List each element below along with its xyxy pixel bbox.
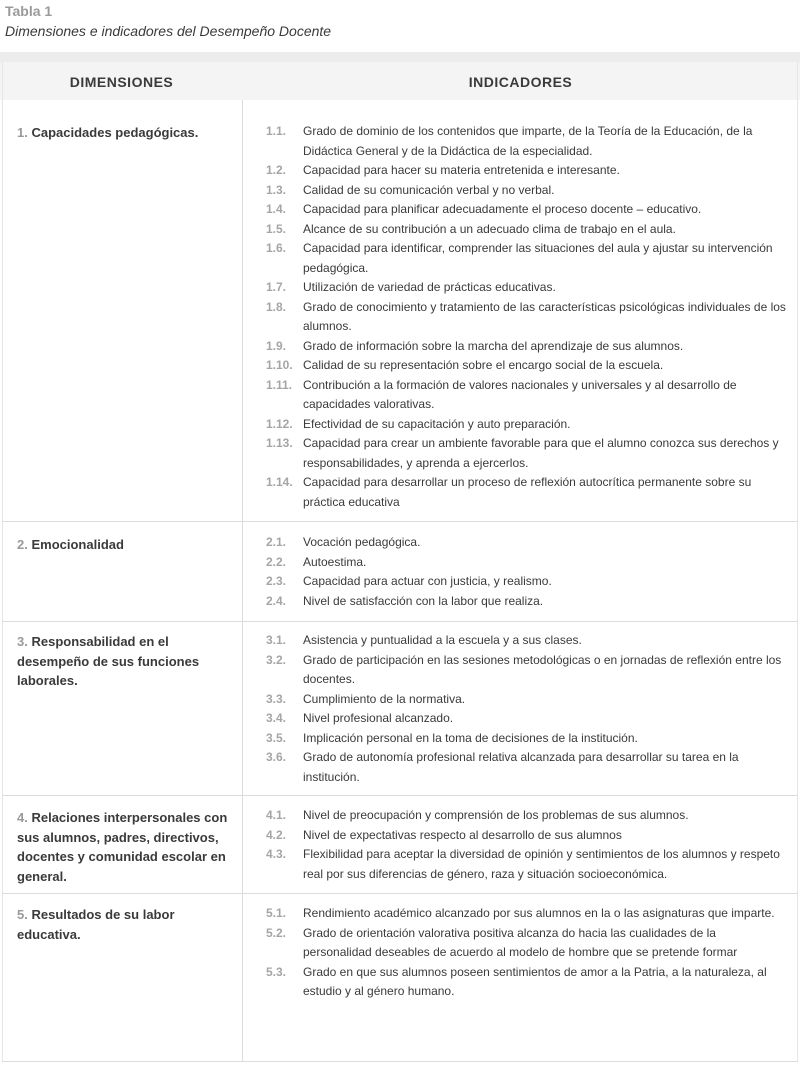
indicator-number: 3.2.: [266, 652, 287, 667]
indicator-text: Cumplimiento de la normativa.: [303, 691, 466, 706]
indicator-number: 1.8.: [266, 299, 287, 314]
dimension-number: 5.: [17, 907, 28, 922]
indicator-item: [266, 904, 786, 924]
indicator-item: [266, 748, 786, 787]
indicator-item: [266, 826, 786, 846]
indicator-text: Nivel de expectativas respecto al desarrollo de sus alumnos: [303, 827, 622, 842]
indicator-item: [266, 924, 786, 963]
indicator-text: Asistencia y puntualidad a la escuela y a sus clases.: [303, 633, 582, 647]
indicator-number: 3.3.: [266, 691, 287, 706]
table-caption-number: Tabla 1: [5, 3, 53, 19]
indicator-number: 2.3.: [266, 574, 287, 588]
indicator-number: 1.10.: [266, 358, 293, 372]
indicator-text: Efectividad de su capacitación y auto preparación.: [303, 416, 571, 431]
indicator-item: [266, 729, 786, 749]
indicator-item: [266, 220, 786, 240]
indicator-item: [266, 337, 786, 357]
indicator-list: [266, 631, 786, 787]
indicator-item: [266, 651, 786, 690]
indicator-text: Grado de participación en las sesiones metodológicas o en jornadas de reflexión entre los docentes.: [303, 652, 782, 686]
indicator-item: [266, 533, 786, 553]
indicator-item: [266, 298, 786, 337]
dimension-number: 3.: [17, 634, 28, 649]
row-divider: [2, 893, 798, 894]
indicator-text: Capacidad para hacer su materia entretenida e interesante.: [303, 163, 620, 177]
indicator-number: 3.1.: [266, 633, 287, 647]
indicator-number: 1.11.: [266, 377, 293, 392]
dimension-cell: [17, 808, 232, 886]
indicator-number: 1.1.: [266, 124, 287, 138]
dimension-cell: [17, 535, 232, 555]
indicator-number: 3.4.: [266, 711, 287, 725]
row-divider: [2, 795, 798, 796]
indicator-number: 3.5.: [266, 730, 287, 745]
indicator-text: Implicación personal en la toma de decisiones de la institución.: [303, 730, 638, 745]
row-divider: [2, 621, 798, 622]
indicator-number: 1.3.: [266, 182, 287, 197]
indicator-item: [266, 376, 786, 415]
indicator-number: 2.4.: [266, 593, 287, 608]
indicator-text: Nivel de satisfacción con la labor que realiza.: [303, 593, 544, 608]
indicator-item: [266, 690, 786, 710]
table-top-bar: [0, 52, 800, 62]
indicator-number: 5.3.: [266, 964, 287, 979]
dimension-label: Capacidades pedagógicas.: [31, 125, 199, 140]
indicator-text: Contribución a la formación de valores nacionales y universales y al desarrollo de capacidades valorativas.: [303, 377, 737, 411]
indicator-text: Capacidad para actuar con justicia, y realismo.: [303, 574, 552, 588]
indicator-item: [266, 572, 786, 592]
indicator-item: [266, 434, 786, 473]
header-dimensions: DIMENSIONES: [69, 74, 174, 90]
indicator-item: [266, 553, 786, 573]
indicator-number: 1.5.: [266, 221, 287, 236]
indicator-text: Calidad de su representación sobre el encargo social de la escuela.: [303, 358, 664, 372]
indicator-text: Capacidad para crear un ambiente favorable para que el alumno conozca sus derechos y responsabilidades, y aprenda a ejercerlos.: [303, 436, 779, 470]
dimension-label: Responsabilidad en el desempeño de sus funciones laborales.: [17, 634, 200, 688]
indicator-text: Grado de autonomía profesional relativa alcanzada para desarrollar su tarea en la institución.: [303, 750, 739, 784]
indicator-item: [266, 356, 786, 376]
indicator-text: Alcance de su contribución a un adecuado clima de trabajo en el aula.: [303, 221, 676, 236]
indicator-number: 1.6.: [266, 241, 287, 255]
indicator-text: Flexibilidad para aceptar la diversidad de opinión y sentimientos de los alumnos y respeto real por sus diferencias de género, raza y situación socioeconómica.: [303, 847, 780, 881]
indicator-text: Capacidad para identificar, comprender las situaciones del aula y ajustar su intervención pedagógica.: [303, 241, 773, 275]
indicator-item: [266, 161, 786, 181]
indicator-number: 1.4.: [266, 202, 287, 216]
indicator-text: Utilización de variedad de prácticas educativas.: [303, 280, 556, 294]
indicator-text: Grado de información sobre la marcha del aprendizaje de sus alumnos.: [303, 338, 684, 353]
header-indicators: INDICADORES: [468, 74, 573, 90]
indicator-item: [266, 200, 786, 220]
indicator-item: [266, 806, 786, 826]
indicator-item: [266, 592, 786, 612]
indicator-text: Nivel profesional alcanzado.: [303, 711, 454, 725]
indicator-text: Vocación pedagógica.: [303, 535, 421, 549]
indicator-item: [266, 415, 786, 435]
indicator-item: [266, 963, 786, 1002]
indicator-item: [266, 473, 786, 512]
indicator-number: 5.2.: [266, 925, 287, 940]
indicator-text: Grado de conocimiento y tratamiento de las características psicológicas individuales de los alumnos.: [303, 299, 786, 333]
dimension-number: 4.: [17, 810, 28, 825]
indicator-text: Grado de dominio de los contenidos que imparte, de la Teoría de la Educación, de la Didáctica General y de la Didáctica de la especialidad.: [303, 124, 753, 158]
dimension-cell: [17, 632, 232, 691]
dimension-number: 2.: [17, 537, 28, 552]
table-bottom-border: [2, 1061, 798, 1062]
indicator-list: [266, 533, 786, 611]
indicator-item: [266, 278, 786, 298]
indicator-item: [266, 181, 786, 201]
dimension-label: Resultados de su labor educativa.: [17, 907, 175, 942]
indicator-text: Calidad de su comunicación verbal y no verbal.: [303, 182, 555, 197]
indicator-item: [266, 239, 786, 278]
indicator-list: [266, 904, 786, 1002]
indicator-number: 1.12.: [266, 416, 293, 431]
indicator-text: Nivel de preocupación y comprensión de los problemas de sus alumnos.: [303, 808, 689, 822]
indicator-text: Rendimiento académico alcanzado por sus alumnos en la o las asignaturas que imparte.: [303, 906, 775, 920]
indicator-number: 2.1.: [266, 535, 287, 549]
indicator-number: 4.1.: [266, 808, 287, 822]
indicator-list: [266, 806, 786, 884]
column-divider: [242, 100, 243, 1062]
table-left-border: [2, 62, 3, 1062]
indicator-number: 3.6.: [266, 750, 287, 764]
indicator-text: Autoestima.: [303, 554, 367, 569]
dimension-label: Emocionalidad: [31, 537, 124, 552]
indicator-item: [266, 631, 786, 651]
indicator-text: Grado de orientación valorativa positiva alcanza do hacia las cualidades de la personalidad deseables de acuerdo al modelo de hombre que se pretende formar: [303, 925, 738, 959]
indicator-number: 1.9.: [266, 338, 287, 353]
dimension-cell: [17, 123, 232, 143]
indicator-number: 5.1.: [266, 906, 287, 920]
indicator-item: [266, 709, 786, 729]
indicator-number: 4.2.: [266, 827, 287, 842]
table-right-border: [797, 62, 798, 1062]
indicator-number: 1.14.: [266, 475, 293, 489]
indicator-text: Grado en que sus alumnos poseen sentimientos de amor a la Patria, a la naturaleza, al estudio y al género humano.: [303, 964, 767, 998]
indicator-item: [266, 845, 786, 884]
dimension-cell: [17, 905, 232, 944]
table-caption-title: Dimensiones e indicadores del Desempeño Docente: [5, 23, 332, 39]
indicator-number: 1.13.: [266, 436, 293, 450]
indicator-number: 1.7.: [266, 280, 287, 294]
indicator-number: 1.2.: [266, 163, 287, 177]
dimension-number: 1.: [17, 125, 28, 140]
indicator-number: 4.3.: [266, 847, 287, 861]
indicator-text: Capacidad para desarrollar un proceso de reflexión autocrítica permanente sobre su práctica educativa: [303, 475, 752, 509]
indicator-list: [266, 122, 786, 512]
indicator-number: 2.2.: [266, 554, 287, 569]
dimension-label: Relaciones interpersonales con sus alumnos, padres, directivos, docentes y comunidad escolar en general.: [17, 810, 228, 884]
row-divider: [2, 521, 798, 522]
indicator-item: [266, 122, 786, 161]
indicator-text: Capacidad para planificar adecuadamente el proceso docente – educativo.: [303, 202, 702, 216]
